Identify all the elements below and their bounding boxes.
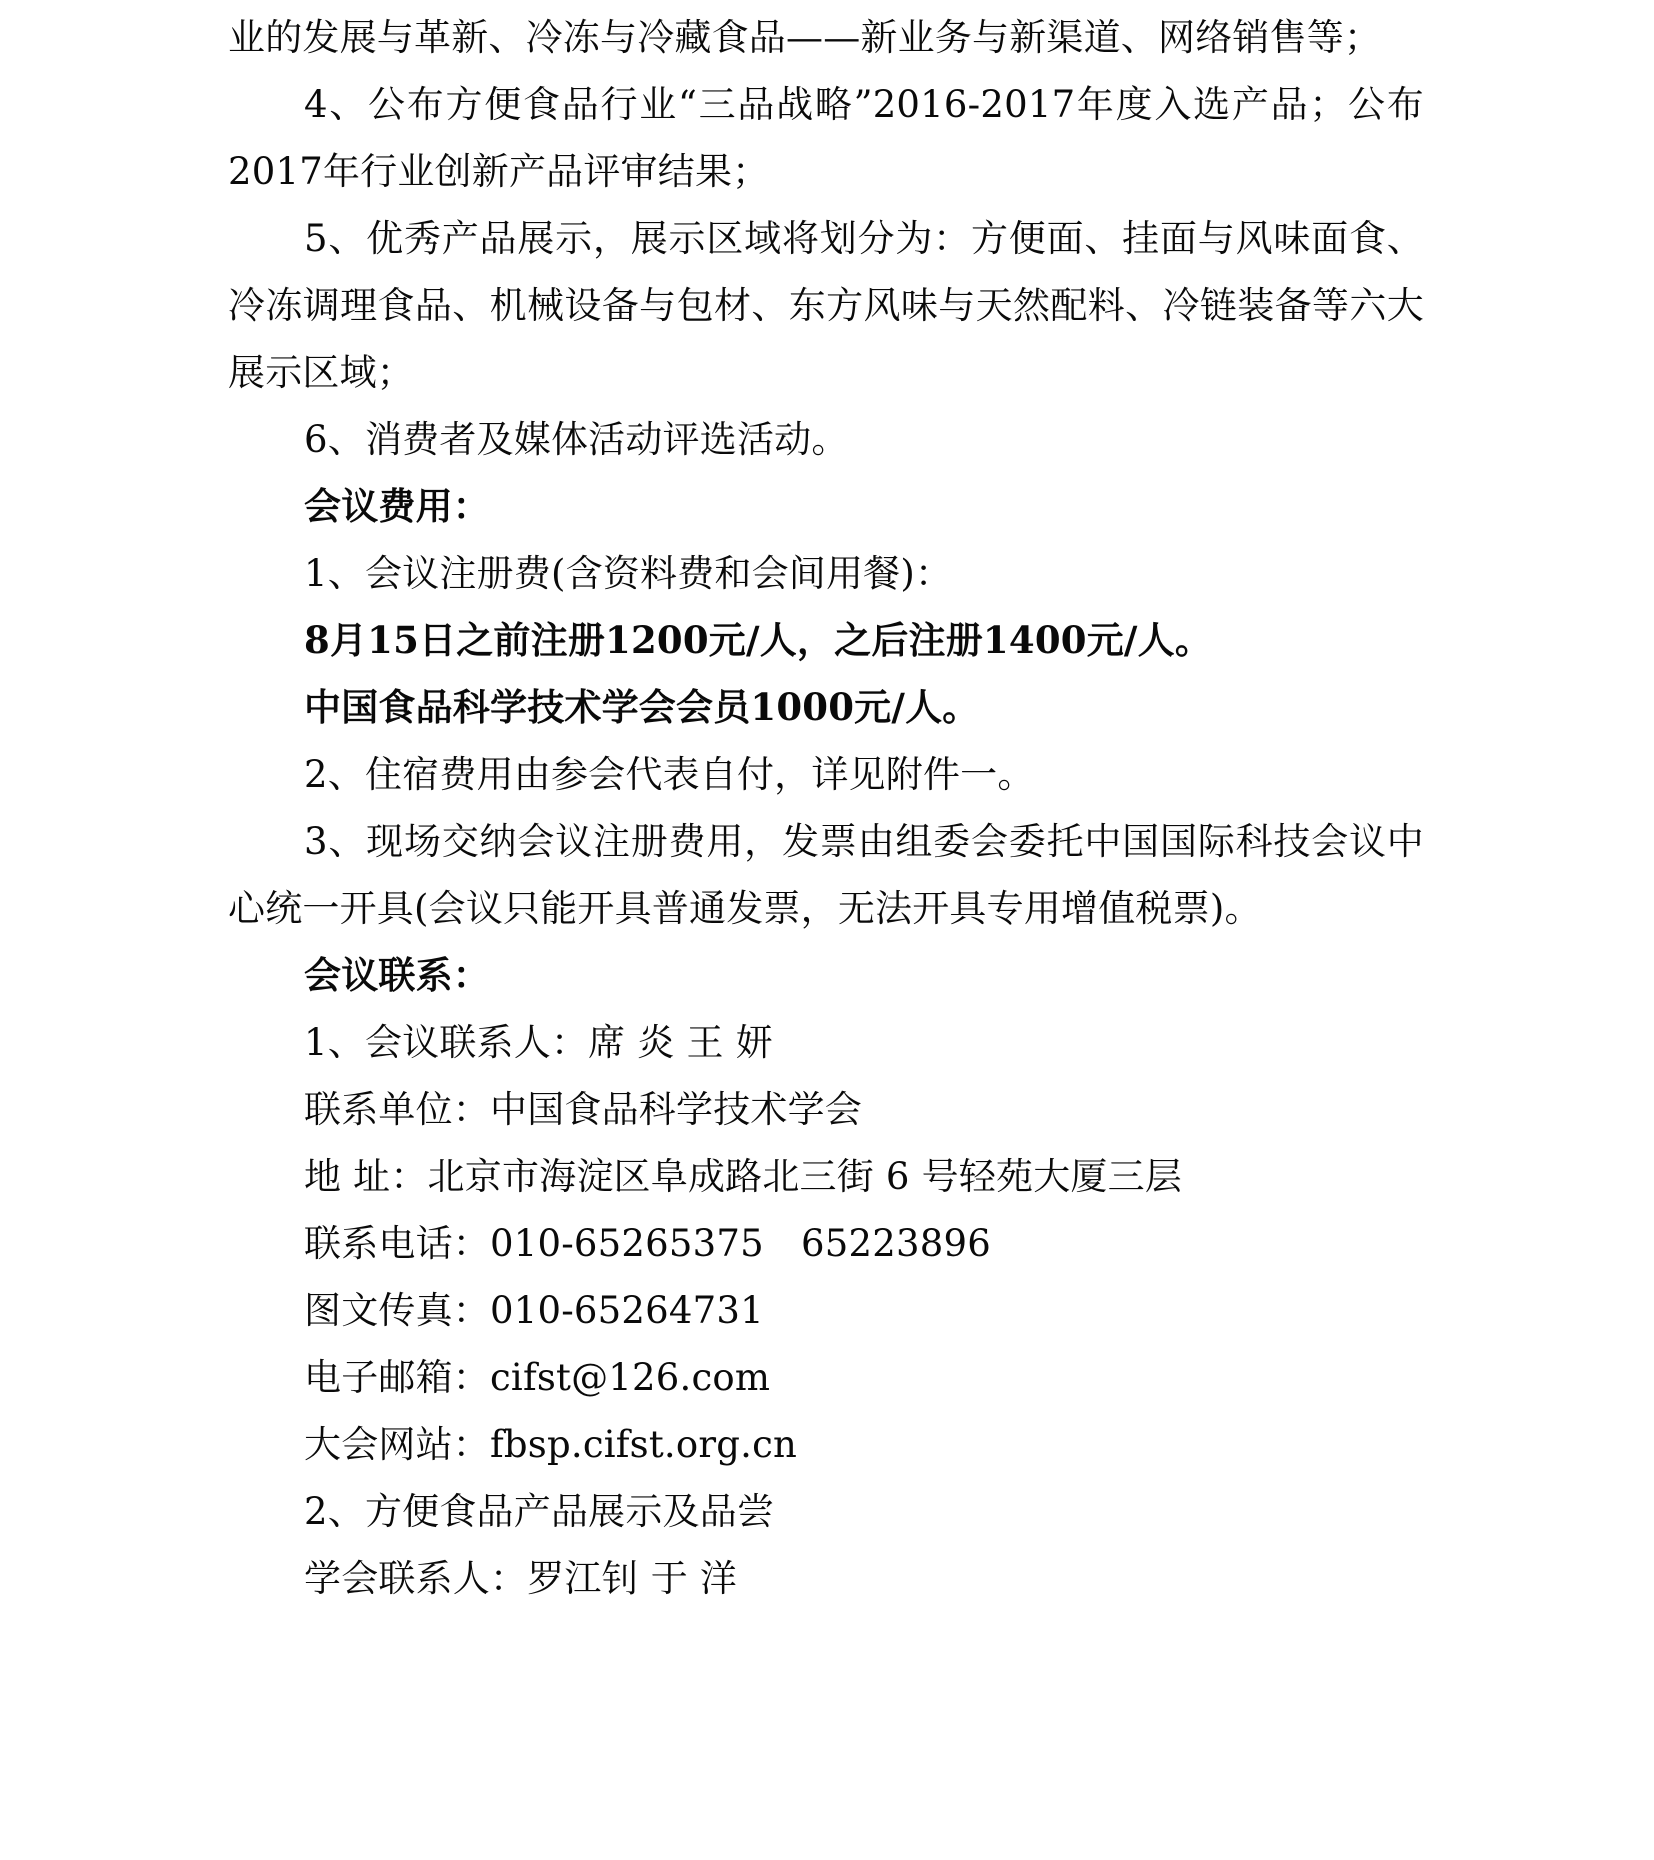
paragraph-contact-address: 地 址：北京市海淀区阜成路北三街 6 号轻苑大厦三层 (304, 1155, 1183, 1198)
paragraph-continuation: 业的发展与革新、冷冻与冷藏食品——新业务与新渠道、网络销售等； (228, 16, 1382, 59)
paragraph-item-4: 4、公布方便食品行业“三品战略”2016-2017年度入选产品；公布2017年行业创新产品评审结果； (228, 83, 1424, 193)
paragraph-fee-3: 3、现场交纳会议注册费用，发票由组委会委托中国国际科技会议中心统一开具(会议只能开具普通发票，无法开具专用增值税票)。 (228, 820, 1424, 930)
paragraph-contact-2: 2、方便食品产品展示及品尝 (304, 1490, 775, 1533)
paragraph-contact-society: 学会联系人：罗江钊 于 洋 (304, 1557, 738, 1600)
paragraph-item-6: 6、消费者及媒体活动评选活动。 (304, 418, 849, 461)
paragraph-contact-email: 电子邮箱：cifst@126.com (304, 1356, 771, 1399)
paragraph-contact-person: 1、会议联系人：席 炎 王 妍 (304, 1021, 773, 1064)
paragraph-fee-member: 中国食品科学技术学会会员1000元/人。 (304, 685, 980, 729)
paragraph-contact-fax: 图文传真：010-65264731 (304, 1289, 764, 1332)
paragraph-fee-2: 2、住宿费用由参会代表自付，详见附件一。 (304, 753, 1035, 796)
paragraph-contact-phone: 联系电话：010-65265375 65223896 (304, 1222, 991, 1265)
heading-meeting-contact: 会议联系： (304, 953, 490, 997)
heading-meeting-fees: 会议费用： (304, 484, 490, 528)
paragraph-item-5: 5、优秀产品展示，展示区域将划分为：方便面、挂面与风味面食、冷冻调理食品、机械设备与包材、东方风味与天然配料、冷链装备等六大展示区域； (228, 217, 1424, 394)
paragraph-contact-unit: 联系单位：中国食品科学技术学会 (304, 1088, 862, 1131)
paragraph-fee-registration: 8月15日之前注册1200元/人，之后注册1400元/人。 (304, 618, 1213, 662)
paragraph-contact-website: 大会网站：fbsp.cifst.org.cn (304, 1423, 798, 1466)
document-body (228, 0, 1424, 1612)
paragraph-fee-1: 1、会议注册费(含资料费和会间用餐)： (304, 552, 953, 595)
